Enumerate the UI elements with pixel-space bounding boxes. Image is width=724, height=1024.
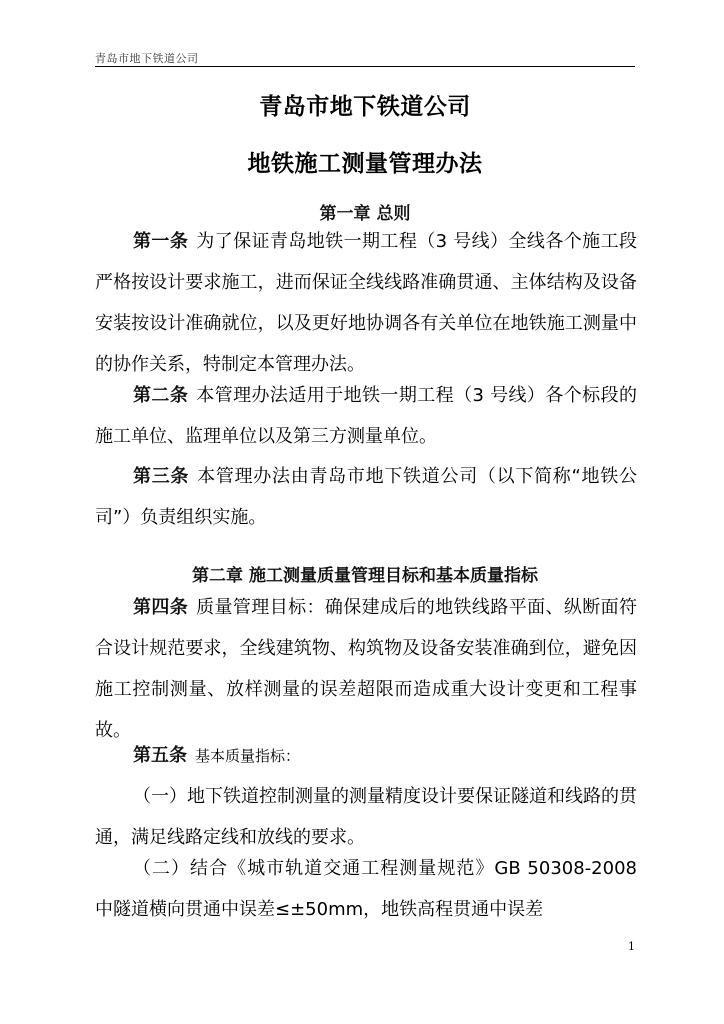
article-text: 本管理办法由青岛市地下铁道公司（以下简称“地铁公司”）负责组织实施。	[95, 466, 637, 528]
article-text: 本管理办法适用于地铁一期工程（3 号线）各个标段的施工单位、监理单位以及第三方测量单位。	[95, 385, 638, 447]
chapter-heading-1: 第一章 总则	[319, 204, 411, 224]
article-label: 第三条	[133, 466, 190, 487]
article-label: 第一条	[133, 231, 189, 252]
article-text: 为了保证青岛地铁一期工程（3 号线）全线各个施工段严格按设计要求施工，进而保证全线线路准确贯通、主体结构及设备安装按设计准确就位，以及更好地协调各有关单位在地铁施工测量中的协作关系，特制定本管理办法。	[95, 231, 638, 375]
page-number: 1	[628, 940, 635, 953]
article-label: 第四条	[133, 597, 189, 618]
article-text: 质量管理目标：确保建成后的地铁线路平面、纵断面符合设计规范要求，全线建筑物、构筑物及设备安装准确到位，避免因施工控制测量、放样测量的误差超限而造成重大设计变更和工程事故。	[95, 597, 637, 741]
article-1	[95, 221, 637, 385]
document-title-organization: 青岛市地下铁道公司	[259, 94, 471, 120]
article-4	[95, 587, 637, 751]
article-5	[95, 735, 637, 777]
document-title-main: 地铁施工测量管理办法	[247, 151, 483, 177]
running-header: 青岛市地下铁道公司	[95, 52, 199, 65]
article-label: 第五条	[133, 745, 187, 766]
list-item: （一）地下铁道控制测量的测量精度设计要保证隧道和线路的贯通，满足线路定线和放线的要求。	[95, 786, 637, 848]
list-item: （二）结合《城市轨道交通工程测量规范》GB 50308-2008 中隧道横向贯通中误差≤±50mm，地铁高程贯通中误差	[95, 858, 637, 920]
chapter-heading-2: 第二章 施工测量质量管理目标和基本质量指标	[192, 566, 538, 586]
article-3	[95, 456, 637, 538]
article-label: 第二条	[133, 385, 189, 406]
header-divider	[95, 66, 635, 67]
article-2	[95, 375, 637, 457]
article-text: 基本质量指标：	[195, 747, 301, 765]
